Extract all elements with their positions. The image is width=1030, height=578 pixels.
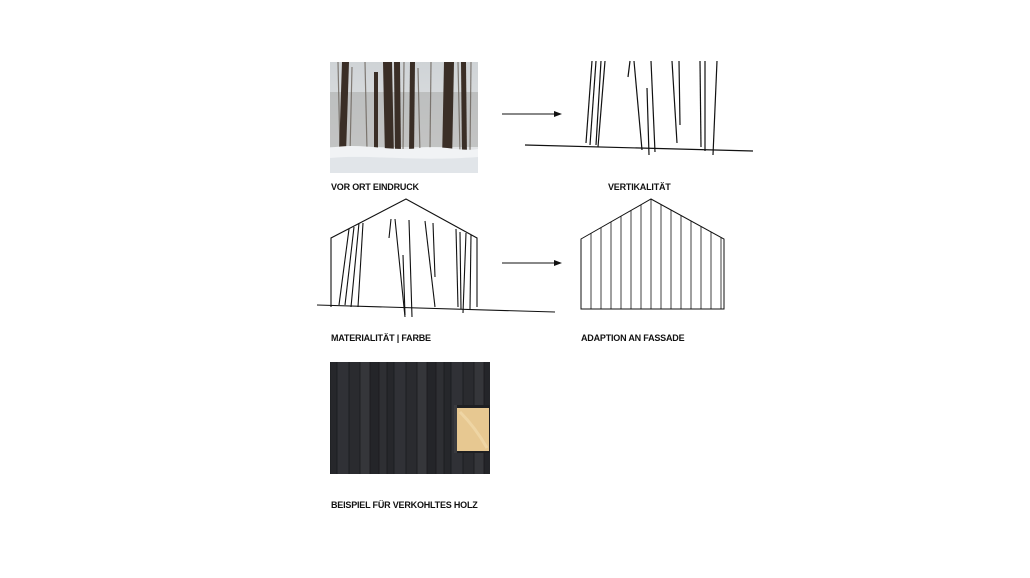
wood-plank — [406, 362, 417, 474]
wood-plank — [417, 362, 427, 474]
caption-site-impression: VOR ORT EINDRUCK — [331, 182, 419, 192]
wood-plank — [436, 362, 444, 474]
caption-material-color: MATERIALITÄT | FARBE — [331, 333, 431, 343]
wood-plank — [427, 362, 436, 474]
wood-plank — [330, 362, 337, 474]
facade-adaption-sketch — [578, 196, 728, 313]
verticality-sketch — [520, 55, 760, 160]
wood-plank — [349, 362, 360, 474]
wood-plank — [360, 362, 370, 474]
wood-plank — [387, 362, 394, 474]
wood-plank — [444, 362, 451, 474]
caption-charred-wood-example: BEISPIEL FÜR VERKOHLTES HOLZ — [331, 500, 478, 510]
caption-verticality: VERTIKALITÄT — [608, 182, 671, 192]
wood-plank — [370, 362, 379, 474]
wood-plank — [337, 362, 349, 474]
charred-wood-photo — [330, 362, 490, 474]
forest-photo — [330, 62, 478, 173]
arrow-right-icon — [502, 258, 562, 268]
caption-facade-adaption: ADAPTION AN FASSADE — [581, 333, 685, 343]
wood-plank — [394, 362, 406, 474]
wood-plank — [379, 362, 387, 474]
